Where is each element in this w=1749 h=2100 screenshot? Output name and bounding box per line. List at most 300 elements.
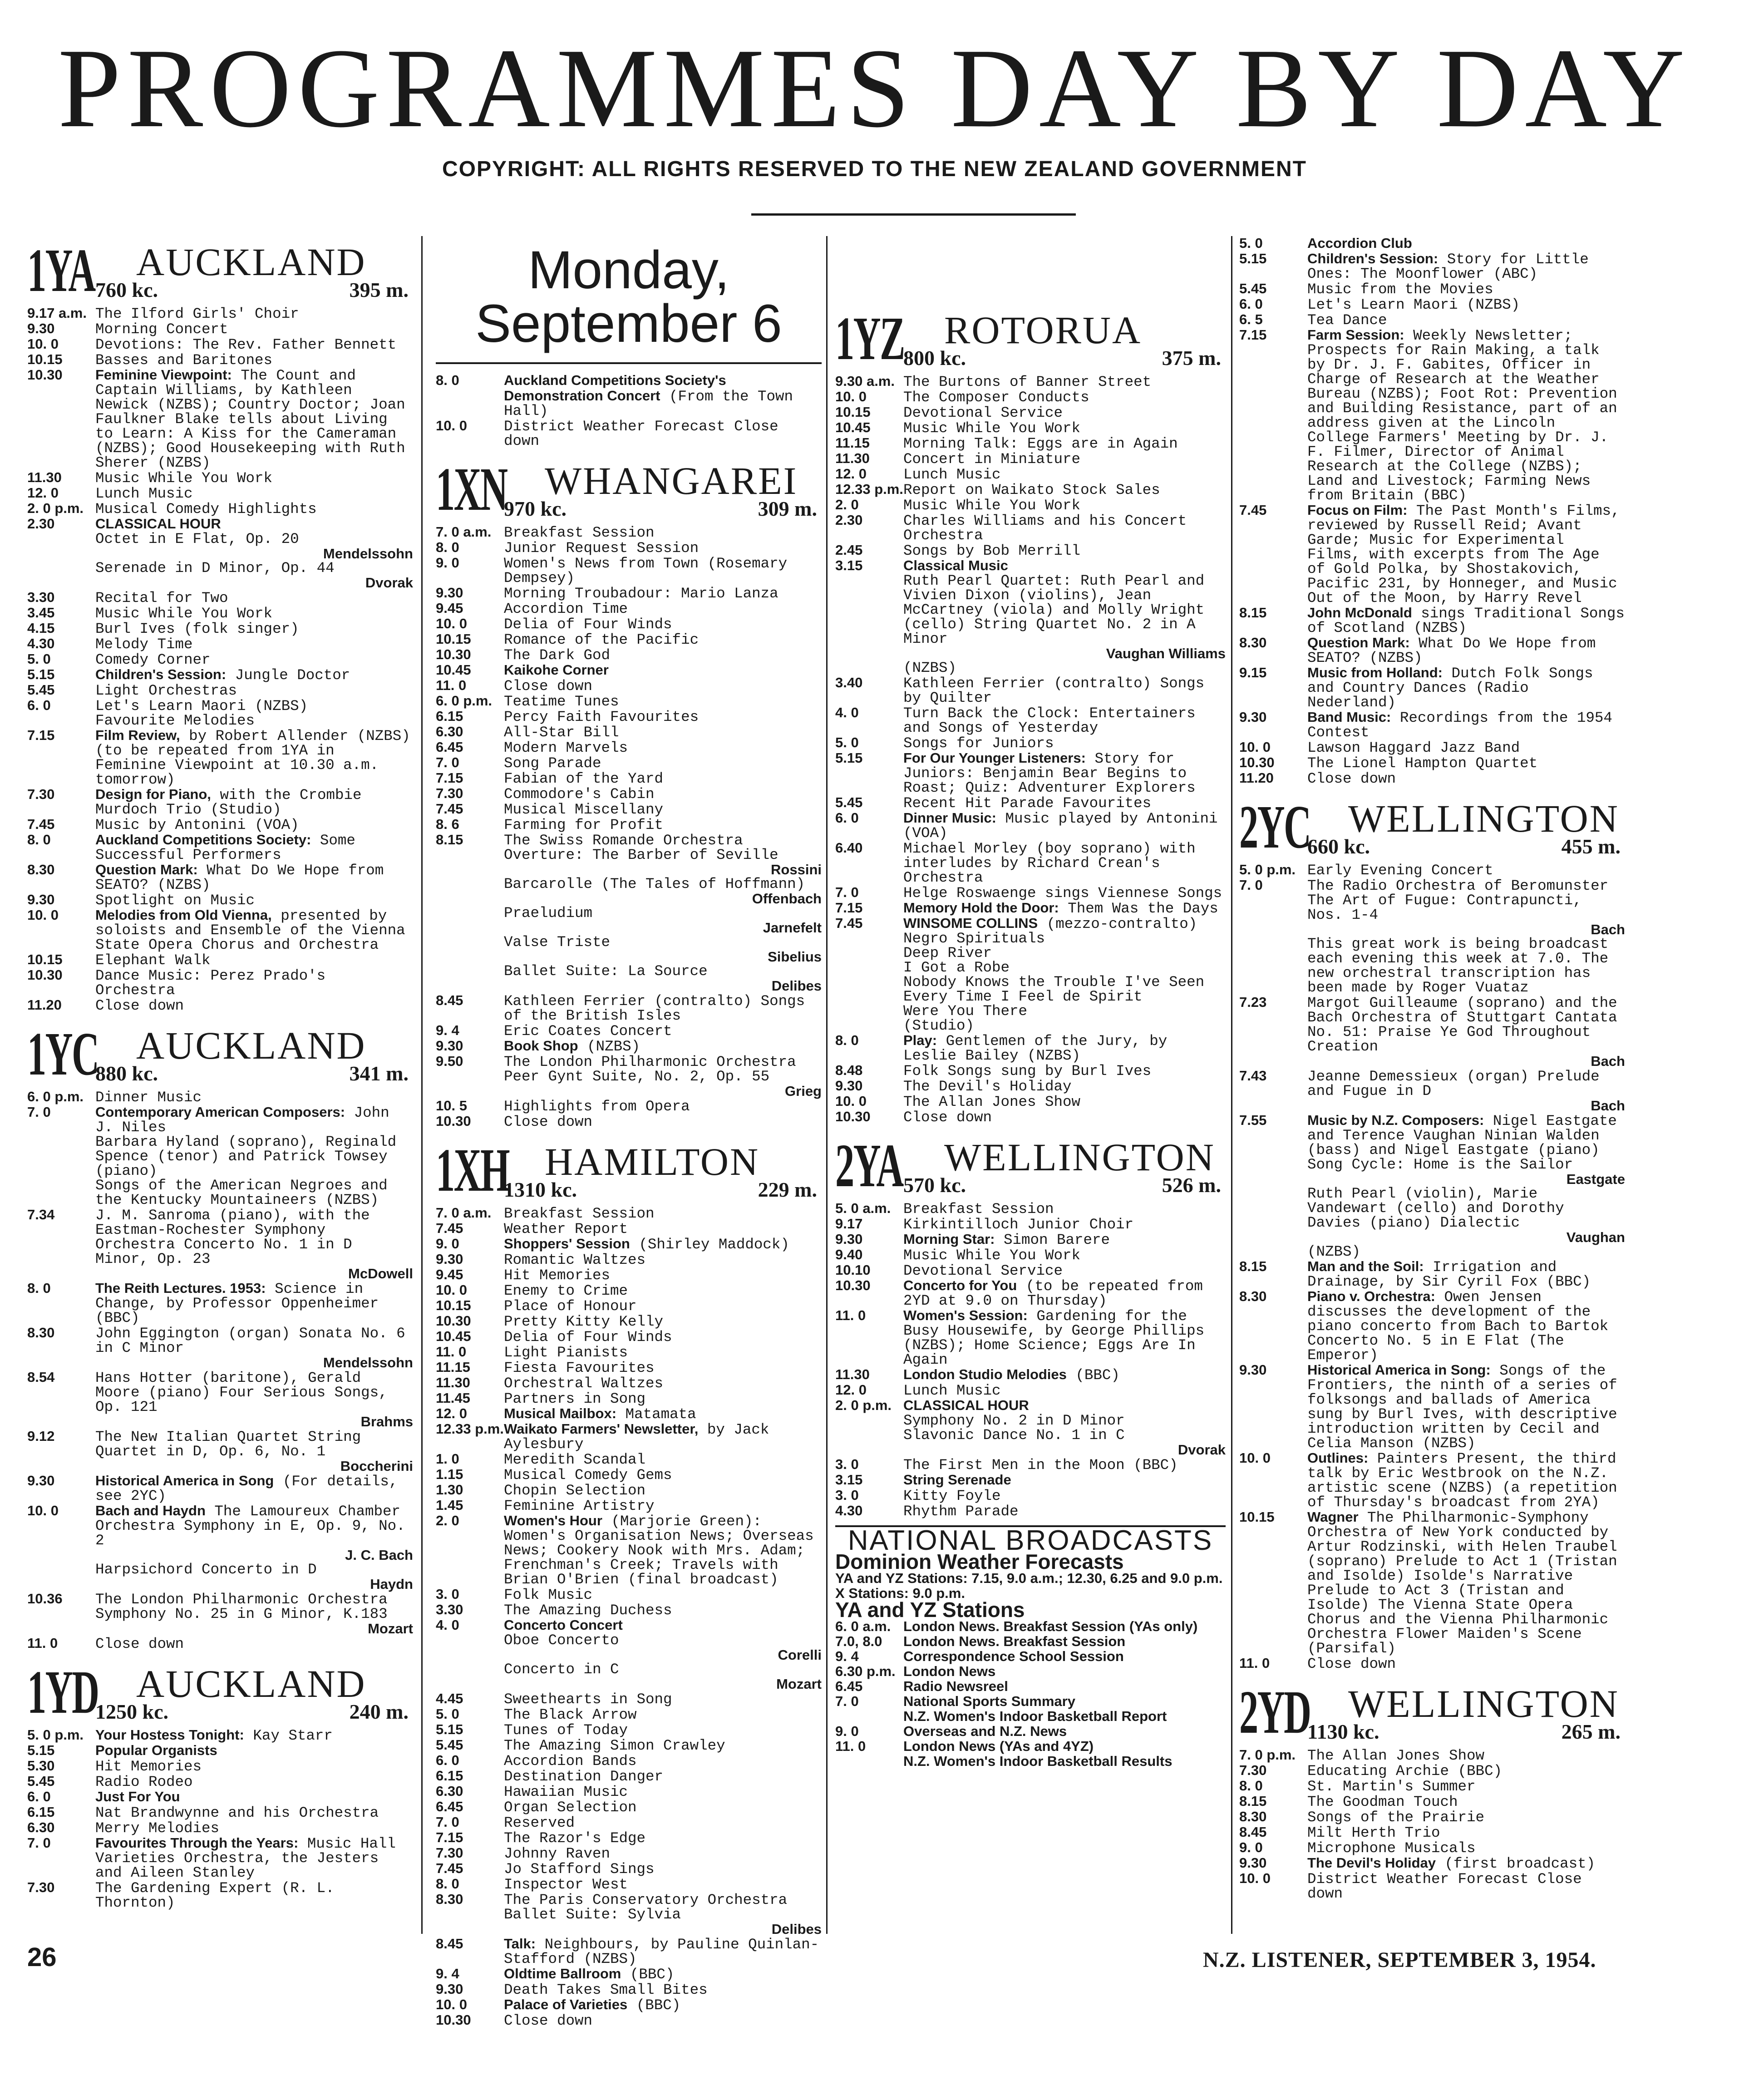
programme-list-1xh xyxy=(436,1206,822,2028)
programme-text xyxy=(504,1847,822,1861)
programme-time: 12.33 p.m. xyxy=(835,481,903,497)
programme-entry xyxy=(436,1099,822,1114)
composer-name: McDowell xyxy=(348,1266,413,1282)
programme-time: 5. 0 p.m. xyxy=(1239,862,1296,877)
station-city: ROTORUA xyxy=(944,308,1142,352)
programme-text xyxy=(1307,636,1625,665)
composer-name: Offenbach xyxy=(752,891,822,907)
programme-entry xyxy=(27,1504,413,1548)
programme-text xyxy=(504,419,822,449)
programme-entry xyxy=(835,1504,1226,1519)
programme-text xyxy=(903,1398,1226,1414)
programme-entry xyxy=(1239,1763,1625,1779)
programme-title: Bach and Haydn xyxy=(95,1503,206,1518)
programme-detail: Barbara Hyland (soprano), Reginald Spence (tenor) and Patrick Towsey (piano) xyxy=(95,1134,397,1179)
programme-detail: Weather Report xyxy=(504,1221,628,1237)
station-wavelength: 265 m. xyxy=(1561,1720,1621,1743)
programme-time: 12. 0 xyxy=(835,466,867,482)
programme-time: 9.30 xyxy=(27,1473,55,1489)
programme-entry xyxy=(436,1877,822,1892)
programme-entry xyxy=(27,1178,413,1208)
programme-entry xyxy=(835,498,1226,513)
programme-text xyxy=(1307,1510,1625,1656)
programme-entry xyxy=(436,1452,822,1467)
programme-detail: Eric Coates Concert xyxy=(504,1023,672,1040)
programme-text xyxy=(504,994,822,1023)
composer-name: Sibelius xyxy=(768,949,822,965)
programme-time: 5.45 xyxy=(27,1773,55,1789)
programme-entry xyxy=(835,1724,1226,1739)
station-header-1yc xyxy=(27,1020,413,1088)
national-broadcast-list xyxy=(835,1619,1226,1769)
programme-time: 6.30 xyxy=(436,1783,463,1799)
programme-text xyxy=(903,1232,1226,1247)
programme-entry xyxy=(835,1063,1226,1079)
programme-time: 5. 0 xyxy=(1239,235,1263,251)
programme-time: 3. 0 xyxy=(835,1487,859,1503)
programme-text xyxy=(903,736,1226,751)
composer-name: Bach xyxy=(1591,1053,1625,1069)
programme-text xyxy=(903,468,1226,482)
programme-detail: Light Pianists xyxy=(504,1344,628,1361)
programme-entry xyxy=(1239,1069,1625,1099)
programme-title: Book Shop xyxy=(504,1038,578,1054)
programme-time: 6. 0 xyxy=(835,810,859,826)
programme-title: Wagner xyxy=(1307,1509,1359,1525)
programme-detail: Negro Spirituals xyxy=(903,930,1045,947)
programme-text xyxy=(504,1723,822,1738)
programme-text xyxy=(95,667,413,683)
programme-text xyxy=(95,728,413,787)
composer-name: Brahms xyxy=(360,1414,413,1430)
programme-text xyxy=(903,990,1226,1004)
programme-text xyxy=(504,1997,822,2013)
programme-detail: Breakfast Session xyxy=(504,1205,655,1222)
programme-detail: Charles Williams and his Concert Orchestra xyxy=(903,513,1187,544)
programme-entry xyxy=(436,1023,822,1039)
programme-detail: (BBC) xyxy=(1075,1367,1120,1384)
programme-list-2ya xyxy=(835,1201,1226,1519)
programme-text xyxy=(95,699,413,714)
programme-time: 8.30 xyxy=(436,1891,463,1907)
programme-time: 6. 0 xyxy=(436,1752,459,1768)
programme-title: Film Review, xyxy=(95,727,180,743)
programme-text xyxy=(903,796,1226,811)
programme-entry xyxy=(27,606,413,621)
programme-detail: Early Evening Concert xyxy=(1307,862,1493,879)
composer-name: Mozart xyxy=(776,1676,822,1692)
programme-text xyxy=(903,1473,1226,1488)
programme-list-1yz-evening xyxy=(1239,236,1625,786)
programme-time: 10. 0 xyxy=(1239,1870,1271,1886)
programme-text xyxy=(95,1728,413,1743)
programme-text xyxy=(1307,937,1625,995)
programme-detail: Helge Roswaenge sings Viennese Songs xyxy=(903,885,1222,902)
programme-entry xyxy=(436,1633,822,1648)
programme-entry xyxy=(436,1422,822,1452)
programme-text xyxy=(95,322,413,337)
programme-detail: Merry Melodies xyxy=(95,1820,220,1837)
programme-detail: Neighbours, by Pauline Quinlan-Stafford (NZBS) xyxy=(504,1936,819,1967)
programme-text xyxy=(504,1662,822,1677)
programme-entry xyxy=(835,705,1226,735)
station-city: WELLINGTON xyxy=(1348,797,1619,840)
programme-entry xyxy=(27,1208,413,1267)
programme-time: 10.45 xyxy=(436,662,471,678)
programme-entry xyxy=(27,1820,413,1836)
programme-entry xyxy=(27,833,413,863)
programme-text xyxy=(504,1024,822,1039)
programme-text xyxy=(1307,756,1625,771)
station-wavelength: 229 m. xyxy=(758,1178,817,1201)
programme-detail: Music While You Work xyxy=(903,1247,1081,1264)
programme-entry xyxy=(436,678,822,694)
programme-text xyxy=(1307,710,1625,740)
programme-text xyxy=(504,373,822,419)
programme-entry xyxy=(1239,1289,1625,1363)
programme-detail: Close down xyxy=(504,1114,593,1130)
programme-text xyxy=(504,1284,822,1298)
programme-entry xyxy=(27,470,413,486)
programme-detail: Basses and Baritones xyxy=(95,352,273,369)
programme-entry xyxy=(1239,1856,1625,1871)
programme-entry xyxy=(1239,1451,1625,1510)
programme-entry xyxy=(436,1691,822,1707)
programme-time: 7.15 xyxy=(436,1829,463,1845)
programme-detail: Music While You Work xyxy=(903,497,1081,514)
programme-detail: Oboe Concerto xyxy=(504,1632,619,1649)
programme-entry xyxy=(1239,1794,1625,1809)
programme-title: Favourites Through the Years: xyxy=(95,1835,299,1851)
programme-detail: Melody Time xyxy=(95,636,193,653)
programme-detail: Johnny Raven xyxy=(504,1845,611,1862)
programme-time: 7.30 xyxy=(1239,1762,1267,1778)
programme-detail: John Eggington (organ) Sonata No. 6 in C Minor xyxy=(95,1325,405,1356)
programme-time: 7. 0 xyxy=(436,1814,459,1830)
programme-entry xyxy=(835,1473,1226,1488)
programme-detail: Some Successful Performers xyxy=(95,832,355,863)
programme-entry xyxy=(835,795,1226,811)
programme-text xyxy=(504,1392,822,1406)
programme-entry xyxy=(436,616,822,632)
programme-entry xyxy=(436,1375,822,1391)
programme-entry xyxy=(835,1383,1226,1398)
programme-time: 7.30 xyxy=(436,1845,463,1861)
programme-text xyxy=(903,1709,1226,1724)
programme-time: 5. 0 xyxy=(835,735,859,750)
programme-text xyxy=(95,561,413,576)
composer-name: Delibes xyxy=(771,978,822,994)
programme-detail: Inspector West xyxy=(504,1876,628,1893)
programme-title: Contemporary American Composers: xyxy=(95,1104,345,1120)
programme-entry xyxy=(436,1345,822,1360)
programme-detail: London News xyxy=(903,1663,996,1679)
programme-detail: Kay Starr xyxy=(253,1727,333,1744)
programme-title: Children's Session: xyxy=(95,666,227,682)
programme-entry xyxy=(436,877,822,892)
programme-time: 11. 0 xyxy=(1239,1655,1270,1671)
programme-time: 7.55 xyxy=(1239,1112,1267,1128)
programme-entry xyxy=(436,1937,822,1967)
programme-entry xyxy=(436,632,822,647)
programme-detail: Valse Triste xyxy=(504,934,611,951)
programme-time: 7. 0 xyxy=(27,1835,51,1851)
station-wavelength: 455 m. xyxy=(1561,835,1621,858)
programme-time: 10. 0 xyxy=(27,907,59,923)
programme-time: 6. 0 xyxy=(1239,296,1263,312)
programme-detail: Sweethearts in Song xyxy=(504,1691,672,1708)
programme-text xyxy=(95,1105,413,1135)
programme-time: 9.40 xyxy=(835,1247,863,1262)
programme-text xyxy=(95,908,413,952)
programme-detail: The Black Arrow xyxy=(504,1706,637,1723)
programme-detail: Were You There xyxy=(903,1003,1028,1020)
programme-detail: Kathleen Ferrier (contralto) Songs of the British Isles xyxy=(504,993,805,1024)
programme-title: The Reith Lectures. 1953: xyxy=(95,1280,266,1296)
programme-time: 8.48 xyxy=(835,1062,863,1078)
programme-time: 5. 0 xyxy=(27,651,51,667)
programme-time: 4.30 xyxy=(835,1503,863,1518)
programme-text xyxy=(504,1237,822,1252)
programme-entry xyxy=(436,771,822,786)
composer-name: Bach xyxy=(1591,922,1625,937)
programme-text xyxy=(1307,1764,1625,1779)
programme-text xyxy=(504,1253,822,1267)
programme-detail: Correspondence School Session xyxy=(903,1648,1124,1664)
programme-text xyxy=(1307,1070,1625,1099)
programme-time: 5.15 xyxy=(27,1742,55,1758)
programme-time: 8. 0 xyxy=(436,372,459,388)
programme-time: 9. 0 xyxy=(835,1723,859,1739)
programme-text xyxy=(504,1878,822,1892)
programme-text xyxy=(903,1033,1226,1063)
programme-text xyxy=(903,706,1226,735)
programme-time: 9.17 xyxy=(835,1216,863,1232)
programme-text xyxy=(504,1739,822,1753)
programme-text xyxy=(903,483,1226,498)
programme-time: 10. 0 xyxy=(27,336,59,352)
programme-text xyxy=(504,964,822,979)
programme-detail: Organ Selection xyxy=(504,1799,637,1816)
programme-text xyxy=(1307,1841,1625,1856)
programme-entry xyxy=(1239,236,1625,251)
programme-detail: Concerto in C xyxy=(504,1661,619,1678)
programme-detail: Songs by Bob Merrill xyxy=(903,542,1081,559)
programme-time: 3.15 xyxy=(835,557,863,573)
station-header-1ya xyxy=(27,236,413,304)
programme-time: 12. 0 xyxy=(436,1405,467,1421)
programme-title: Music from Holland: xyxy=(1307,665,1443,680)
station-call-sign: 1YC xyxy=(27,1020,99,1088)
programme-time: 8. 6 xyxy=(436,816,459,832)
programme-detail: The Allan Jones Show xyxy=(903,1094,1081,1110)
programme-detail: Folk Music xyxy=(504,1587,593,1603)
programme-title: Focus on Film: xyxy=(1307,502,1408,518)
programme-detail: Gentlemen of the Jury, by Leslie Bailey (NZBS) xyxy=(903,1033,1168,1064)
programme-entry xyxy=(835,482,1226,498)
programme-list-1ya xyxy=(27,306,413,1013)
programme-entry xyxy=(436,1467,822,1483)
programme-entry xyxy=(436,740,822,755)
programme-title: The Devil's Holiday xyxy=(1307,1855,1436,1871)
programme-detail: (For details, see 2YC) xyxy=(95,1473,398,1504)
programme-time: 1.30 xyxy=(436,1482,463,1498)
programme-time: 9.15 xyxy=(1239,665,1267,680)
programme-text xyxy=(903,375,1226,389)
station-call-sign: 1XH xyxy=(436,1136,509,1204)
programme-entry xyxy=(27,1592,413,1622)
programme-time: 9. 4 xyxy=(436,1022,459,1038)
composer-name: J. C. Bach xyxy=(345,1547,413,1563)
programme-time: 9.30 xyxy=(835,1078,863,1094)
programme-entry xyxy=(27,698,413,714)
programme-time: 10. 5 xyxy=(436,1098,467,1114)
programme-time: 10.30 xyxy=(835,1277,871,1293)
programme-time: 10.30 xyxy=(27,367,63,383)
programme-title: Play: xyxy=(903,1032,937,1048)
programme-text xyxy=(1307,1795,1625,1809)
programme-detail: Farming for Profit xyxy=(504,817,664,833)
station-call-sign: 2YC xyxy=(1239,793,1311,861)
programme-time: 7. 0 a.m. xyxy=(436,524,492,540)
programme-list-1yd xyxy=(27,1728,413,1910)
programme-detail: Chopin Selection xyxy=(504,1482,646,1499)
programme-time: 3.15 xyxy=(835,1472,863,1488)
programme-text xyxy=(95,1881,413,1910)
programme-time: 9.30 xyxy=(835,1231,863,1247)
programme-title: Design for Piano, xyxy=(95,786,211,802)
programme-time: 8.45 xyxy=(436,1936,463,1952)
programme-detail: London News (YAs and 4YZ) xyxy=(903,1738,1094,1754)
station-wavelength: 341 m. xyxy=(349,1062,409,1085)
programme-detail: The First Men in the Moon (BBC) xyxy=(903,1457,1178,1474)
programme-text xyxy=(504,557,822,586)
programme-text xyxy=(95,953,413,968)
programme-entry xyxy=(835,513,1226,543)
programme-detail: Pretty Kitty Kelly xyxy=(504,1313,664,1330)
programme-time: 6. 0 xyxy=(27,1789,51,1804)
programme-detail: The Gardening Expert (R. L. Thornton) xyxy=(95,1880,335,1911)
programme-detail: Romantic Waltzes xyxy=(504,1252,646,1268)
programme-title: For Our Younger Listeners: xyxy=(903,750,1086,766)
programme-detail: Music from the Movies xyxy=(1307,281,1493,298)
programme-title: Memory Hold the Door: xyxy=(903,900,1059,916)
column-2 xyxy=(436,236,822,2029)
programme-entry xyxy=(835,916,1226,932)
programme-entry xyxy=(1239,1748,1625,1763)
programme-entry xyxy=(27,501,413,517)
programme-text xyxy=(1307,1872,1625,1901)
programme-list-1xn xyxy=(436,525,822,1129)
programme-title: Classical Music xyxy=(903,557,1008,573)
programme-time: 10. 0 xyxy=(835,389,867,404)
programme-detail: I Got a Robe xyxy=(903,959,1010,976)
programme-detail: Jungle Doctor xyxy=(235,667,350,684)
programme-text xyxy=(1307,503,1625,606)
programme-detail: Nobody Knows the Trouble I've Seen xyxy=(903,974,1205,991)
programme-time: 11. 0 xyxy=(835,1738,866,1754)
programme-entry xyxy=(835,1488,1226,1504)
programme-entry xyxy=(835,543,1226,558)
programme-time: 10. 0 xyxy=(835,1093,867,1109)
station-call-sign: 1YD xyxy=(27,1658,99,1726)
programme-text xyxy=(95,622,413,636)
programme-text xyxy=(95,1563,413,1577)
programme-detail: (first broadcast) xyxy=(1444,1855,1596,1872)
programme-time: 7.30 xyxy=(436,785,463,801)
programme-text xyxy=(504,1315,822,1329)
programme-detail: Women's News from Town (Rosemary Dempsey) xyxy=(504,555,788,587)
programme-title: Historical America in Song xyxy=(95,1473,274,1489)
programme-text xyxy=(504,1603,822,1618)
programme-time: 4.45 xyxy=(436,1691,463,1706)
programme-text xyxy=(1307,772,1625,786)
programme-time: 8.15 xyxy=(1239,1258,1267,1274)
programme-time: 2. 0 xyxy=(436,1513,459,1528)
programme-text xyxy=(95,714,413,728)
programme-detail: Kirkintilloch Junior Choir xyxy=(903,1216,1134,1233)
station-wavelength: 375 m. xyxy=(1162,346,1221,370)
programme-detail: Hit Memories xyxy=(95,1758,202,1775)
composer-name: Vaughan xyxy=(1566,1229,1625,1245)
programme-entry xyxy=(27,337,413,352)
programme-title: John McDonald xyxy=(1307,605,1412,621)
programme-detail: (BBC) xyxy=(630,1966,675,1983)
programme-entry xyxy=(436,833,822,863)
programme-time: 7.45 xyxy=(436,1220,463,1236)
programme-entry xyxy=(835,574,1226,646)
programme-entry xyxy=(835,1679,1226,1694)
programme-detail: Octet in E Flat, Op. 20 xyxy=(95,531,299,547)
programme-text xyxy=(504,1967,822,1982)
programme-entry xyxy=(27,532,413,547)
programme-detail: Turn Back the Clock: Entertainers and Songs of Yesterday xyxy=(903,705,1196,736)
programme-time: 10. 0 xyxy=(436,418,467,434)
programme-entry xyxy=(835,932,1226,946)
programme-text xyxy=(504,772,822,786)
programme-entry xyxy=(1239,1245,1625,1259)
programme-entry xyxy=(835,751,1226,795)
programme-time: 1.15 xyxy=(436,1466,463,1482)
programme-text xyxy=(903,1489,1226,1504)
programme-time: 7. 0 xyxy=(436,754,459,770)
programme-time: 3.30 xyxy=(436,1602,463,1617)
programme-entry xyxy=(436,1618,822,1633)
programme-time: 3.30 xyxy=(27,589,55,605)
programme-detail: Song Parade xyxy=(504,755,601,772)
programme-entry xyxy=(27,352,413,368)
programme-detail: Barcarolle (The Tales of Hoffmann) xyxy=(504,876,805,892)
programme-text xyxy=(504,1376,822,1391)
station-frequency: 880 kc. xyxy=(95,1062,158,1085)
programme-time: 8.45 xyxy=(1239,1824,1267,1840)
programme-time: 3.45 xyxy=(27,605,55,621)
programme-detail: Fiesta Favourites xyxy=(504,1360,655,1376)
programme-text xyxy=(95,591,413,606)
station-city: WHANGAREI xyxy=(545,459,798,503)
programme-entry xyxy=(1239,251,1625,281)
programme-title: Question Mark: xyxy=(1307,635,1410,651)
programme-text xyxy=(504,725,822,740)
programme-entry xyxy=(27,1836,413,1880)
programme-entry xyxy=(1239,937,1625,995)
programme-detail: (Studio) xyxy=(903,1017,975,1034)
programme-detail: Hawaiian Music xyxy=(504,1784,628,1800)
programme-detail: presented by soloists and Ensemble of the Vienna State Opera Chorus and Orchestra xyxy=(95,907,405,953)
programme-entry xyxy=(1239,863,1625,878)
column-divider xyxy=(826,236,828,1934)
programme-entry xyxy=(27,561,413,576)
